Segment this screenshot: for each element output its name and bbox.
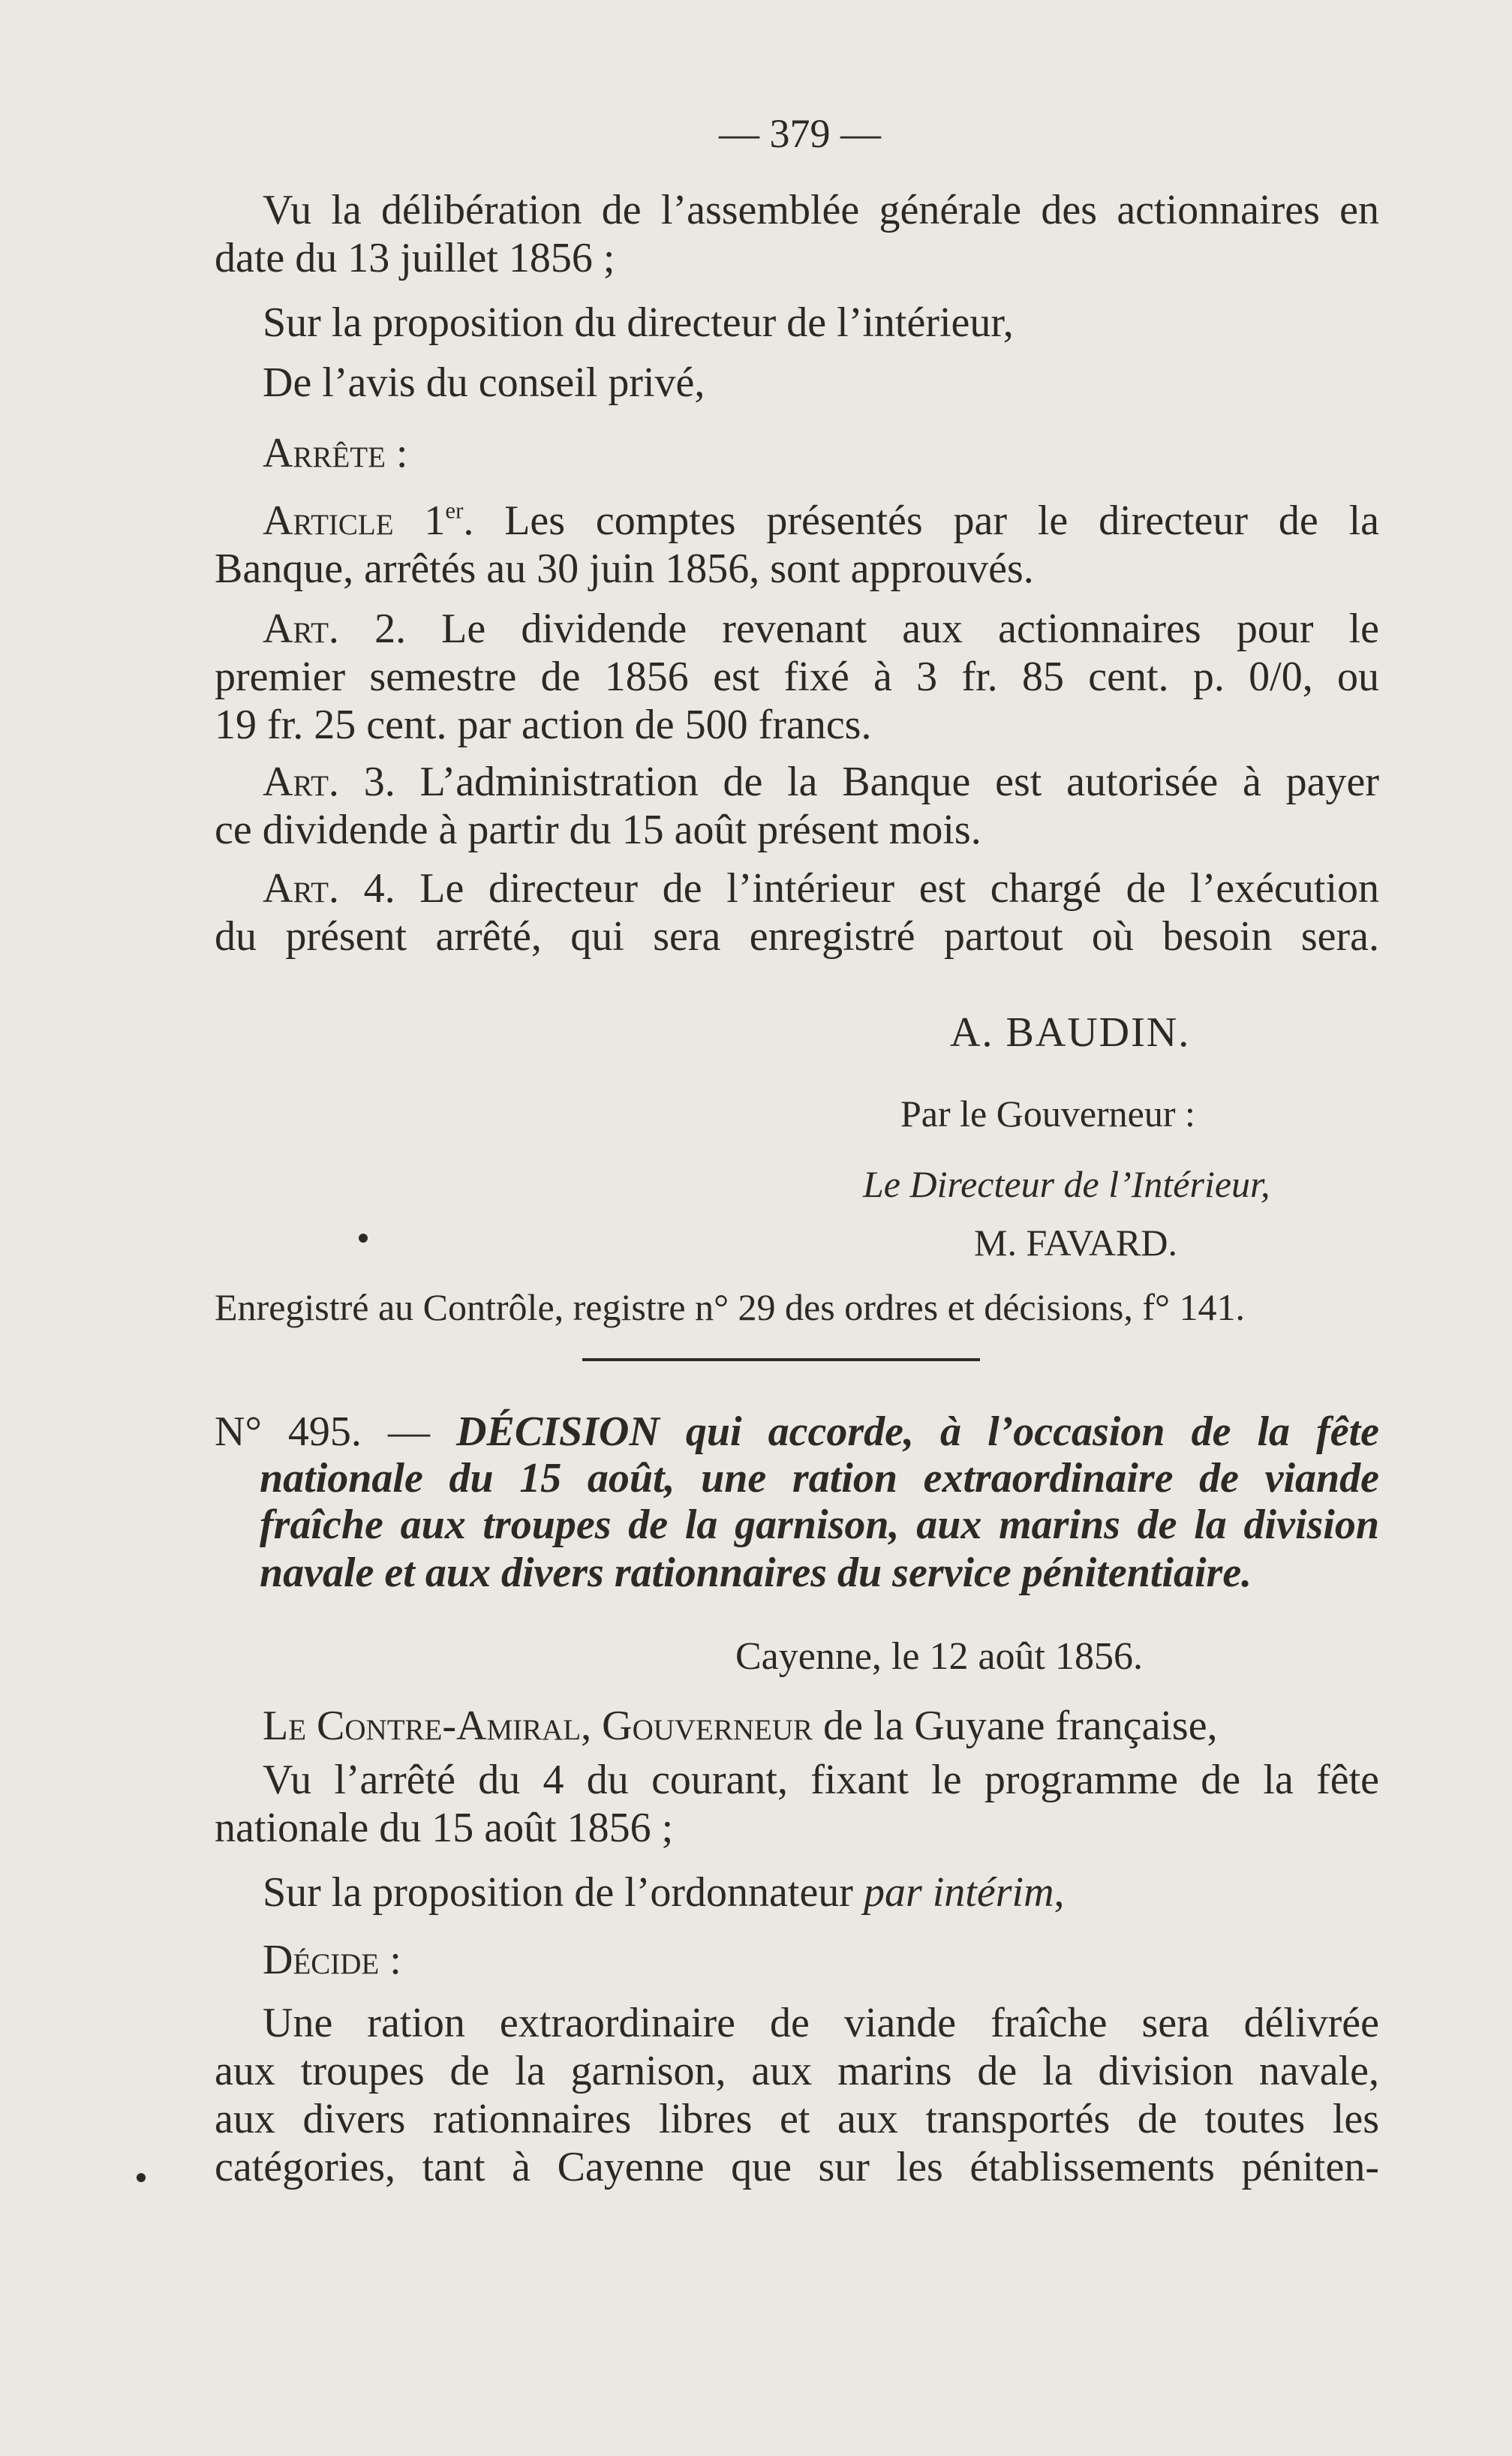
- text-line: Vu l’arrêté du 4 du courant, fixant le programme de la fête: [263, 1757, 1379, 1803]
- text-line: aux troupes de la garnison, aux marins de la division navale,: [215, 2048, 1379, 2094]
- ink-speck: [359, 1234, 368, 1243]
- text-line: Vu la délibération de l’assemblée générale des actionnaires en: [263, 187, 1379, 233]
- text-line: 19 fr. 25 cent. par action de 500 francs.: [215, 702, 872, 748]
- text-line: Sur la proposition du directeur de l’intérieur,: [263, 299, 1014, 346]
- authority-line: Le Contre-Amiral, Gouverneur de la Guyane française,: [263, 1703, 1218, 1749]
- signature-line: Le Directeur de l’Intérieur,: [863, 1163, 1270, 1205]
- text-line: Sur la proposition de l’ordonnateur par intérim,: [263, 1869, 1065, 1916]
- text-line: nationale du 15 août 1856 ;: [215, 1805, 674, 1851]
- heading-arrete: Arrête :: [263, 430, 408, 476]
- text-line: date du 13 juillet 1856 ;: [215, 235, 615, 281]
- text-line: Une ration extraordinaire de viande fraîche sera délivrée: [263, 2000, 1379, 2046]
- signature-name: M. FAVARD.: [974, 1222, 1177, 1264]
- heading-decide: Décide :: [263, 1937, 401, 1983]
- registration-note: Enregistré au Contrôle, registre n° 29 des ordres et décisions, f° 141.: [215, 1286, 1245, 1328]
- decision-title-line: fraîche aux troupes de la garnison, aux marins de la division: [260, 1502, 1379, 1548]
- text-line: Banque, arrêtés au 30 juin 1856, sont approuvés.: [215, 546, 1034, 592]
- text-line: De l’avis du conseil privé,: [263, 359, 705, 406]
- article-1-line: Article 1er. Les comptes présentés par le directeur de la: [263, 498, 1379, 544]
- article-3-line: Art. 3. L’administration de la Banque est autorisée à payer: [263, 759, 1379, 805]
- text-line: ce dividende à partir du 15 août présent mois.: [215, 807, 981, 853]
- text-line: aux divers rationnaires libres et aux transportés de toutes les: [215, 2096, 1379, 2142]
- page-number: — 379 —: [719, 111, 881, 156]
- signature-line: Par le Gouverneur :: [900, 1093, 1195, 1135]
- place-date: Cayenne, le 12 août 1856.: [735, 1635, 1143, 1678]
- article-2-line: Art. 2. Le dividende revenant aux actionnaires pour le: [263, 606, 1380, 652]
- signature-name: A. BAUDIN.: [950, 1009, 1191, 1056]
- text-line: catégories, tant à Cayenne que sur les établissements péniten-: [215, 2144, 1379, 2190]
- ink-speck: [137, 2173, 146, 2182]
- decision-title-line: nationale du 15 août, une ration extraordinaire de viande: [260, 1455, 1379, 1502]
- decision-title-line: navale et aux divers rationnaires du service pénitentiaire.: [260, 1550, 1252, 1596]
- article-4-line: Art. 4. Le directeur de l’intérieur est chargé de l’exécution: [263, 865, 1380, 912]
- section-divider: [582, 1358, 980, 1361]
- text-line: du présent arrêté, qui sera enregistré partout où besoin sera.: [215, 913, 1379, 960]
- decision-title-line: N° 495. — DÉCISION qui accorde, à l’occasion de la fête: [215, 1408, 1380, 1455]
- text-line: premier semestre de 1856 est fixé à 3 fr. 85 cent. p. 0/0, ou: [215, 654, 1379, 700]
